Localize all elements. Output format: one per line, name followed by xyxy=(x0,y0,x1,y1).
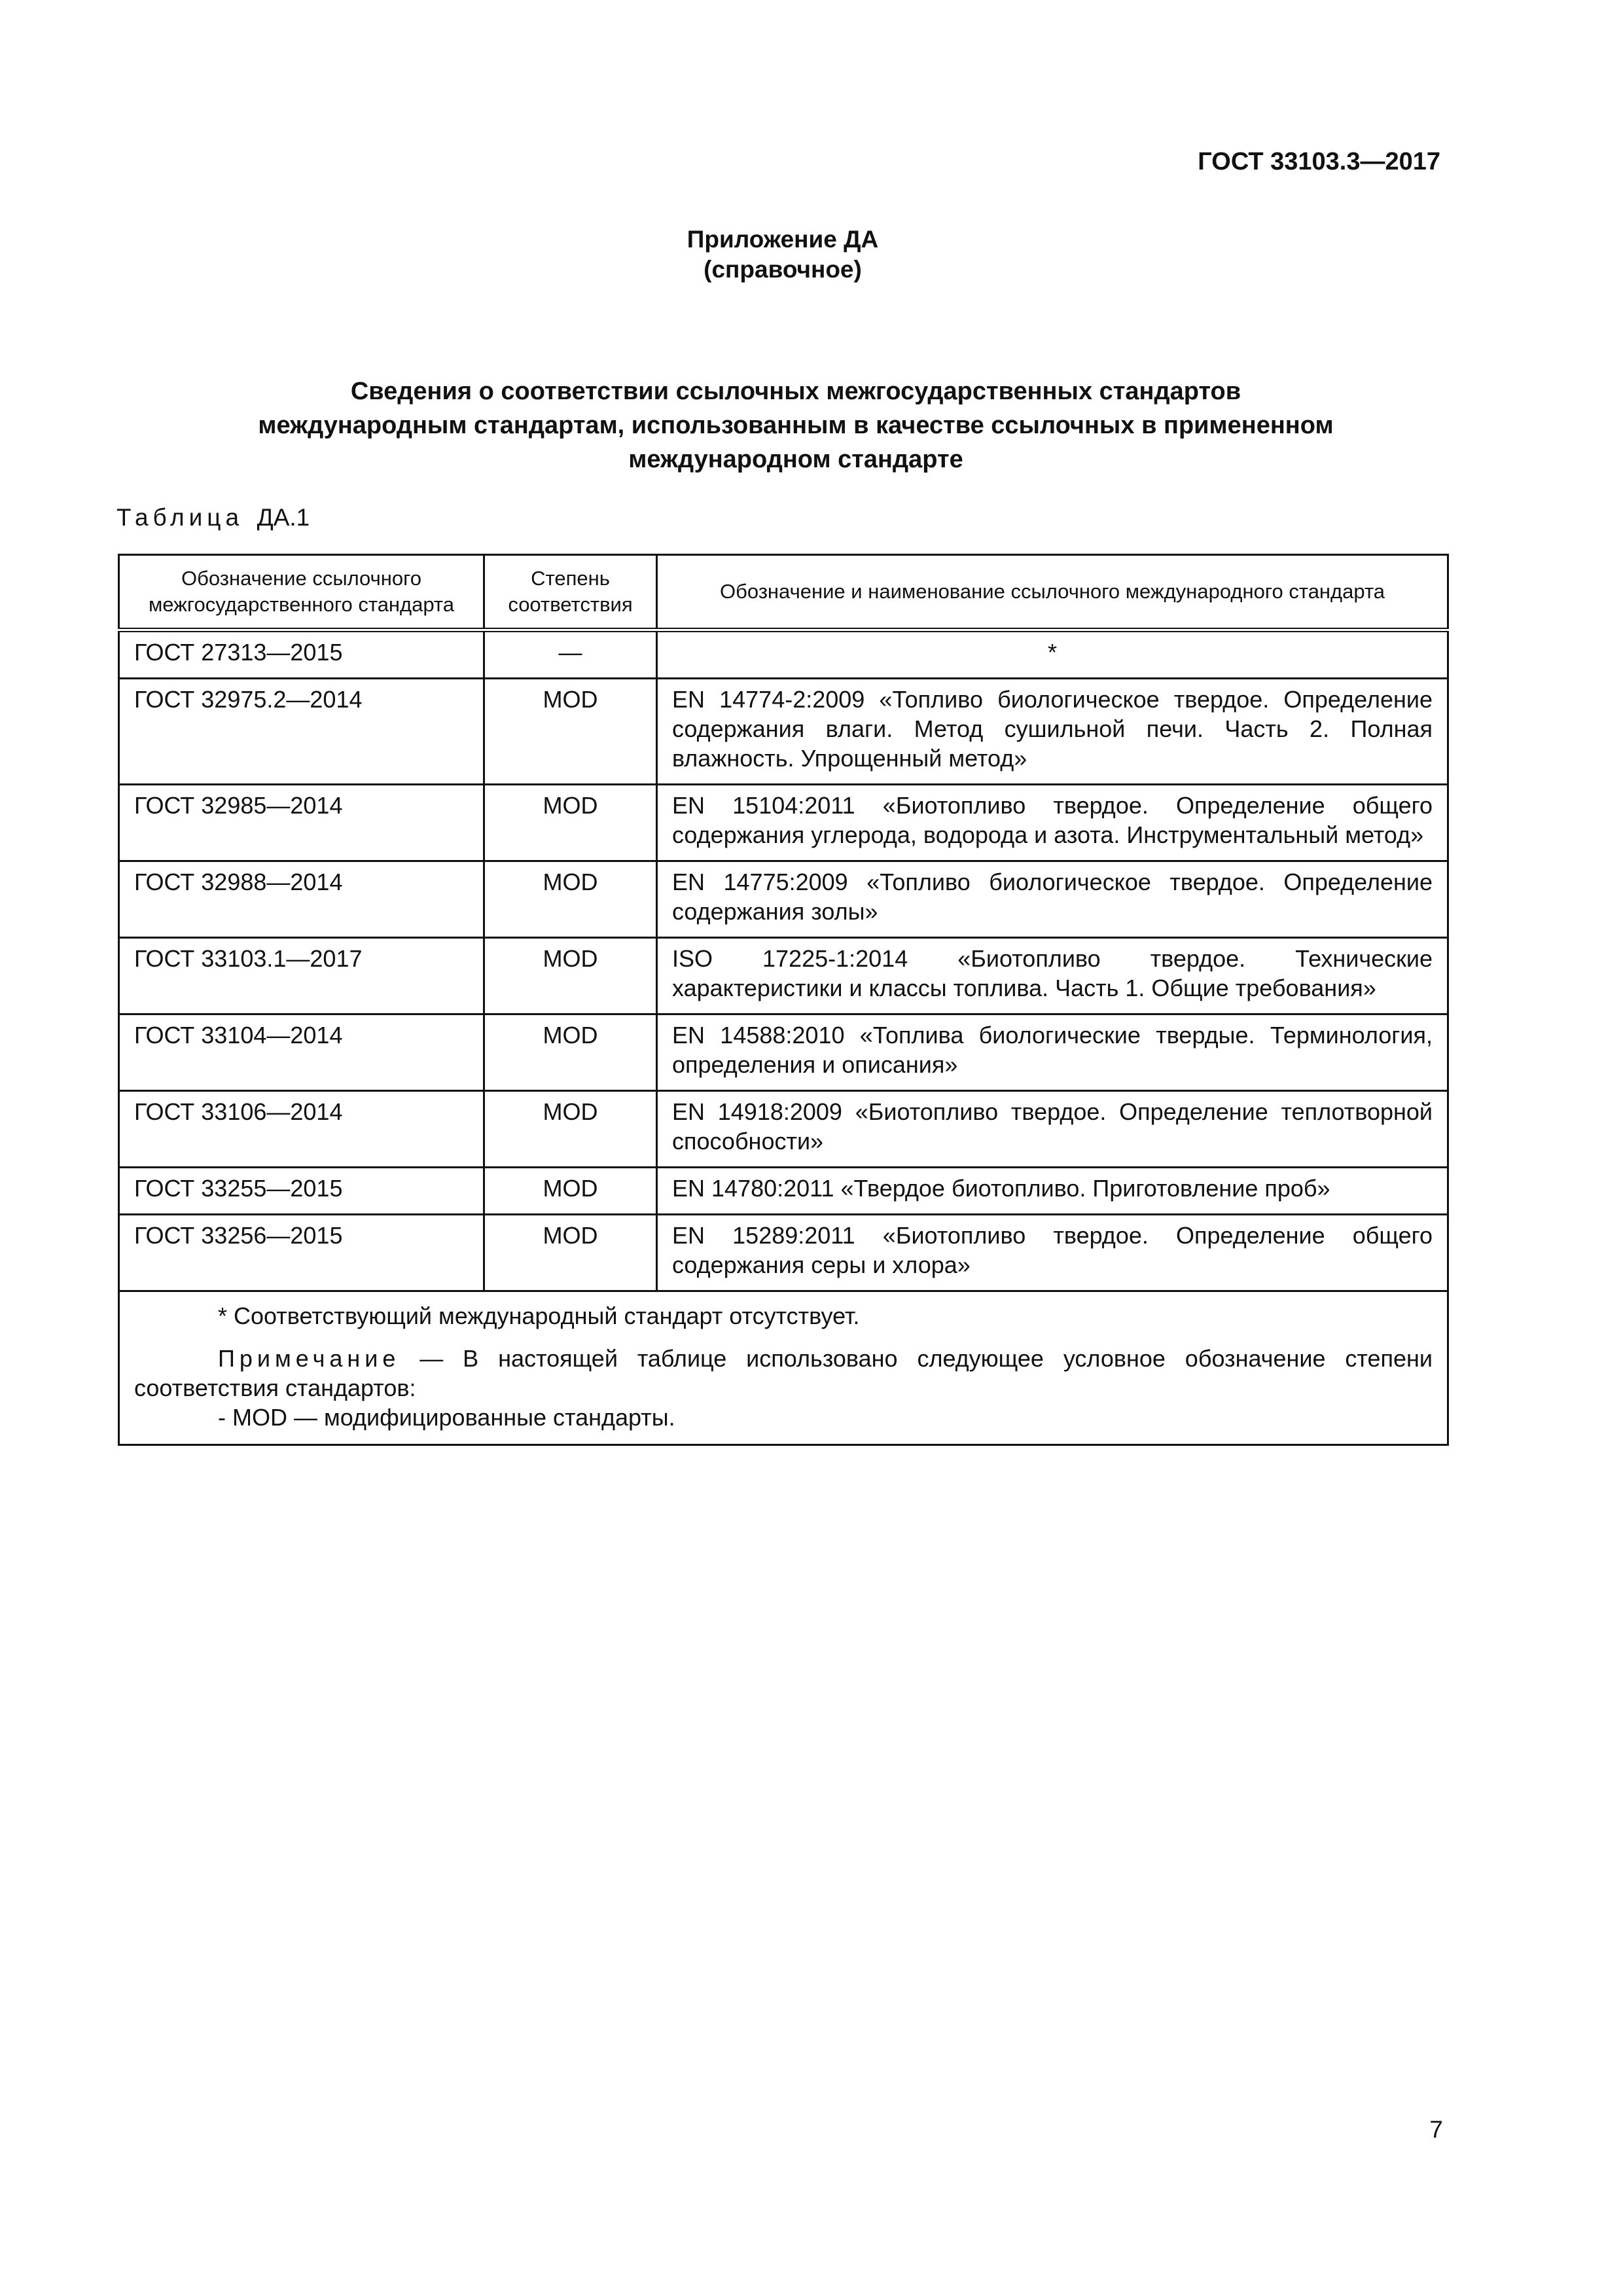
table-row xyxy=(119,630,1448,679)
table-header-row xyxy=(119,555,1448,630)
annex-heading xyxy=(0,224,1565,285)
table-row xyxy=(119,861,1448,938)
cell-gost: ГОСТ 33256—2015 xyxy=(119,1215,484,1291)
cell-gost: ГОСТ 32985—2014 xyxy=(119,785,484,861)
cell-international: EN 15289:2011 «Биотопливо твердое. Определение общего содержания серы и хлора» xyxy=(657,1215,1448,1291)
cell-degree: MOD xyxy=(484,1168,657,1215)
cell-degree: MOD xyxy=(484,1215,657,1291)
table-row xyxy=(119,938,1448,1014)
annex-title: Приложение ДА xyxy=(687,226,879,253)
note-label: Примечание xyxy=(218,1345,401,1372)
cell-international: * xyxy=(657,630,1448,679)
header-international-standard: Обозначение и наименование ссылочного международного стандарта xyxy=(657,555,1448,630)
cell-international: EN 14774-2:2009 «Топливо биологическое твердое. Определение содержания влаги. Метод сушильной печи. Часть 2. Полная влажность. Упрощенный метод» xyxy=(657,679,1448,785)
cell-international: EN 14918:2009 «Биотопливо твердое. Определение теплотворной способности» xyxy=(657,1091,1448,1168)
table-caption-word: Таблица xyxy=(116,504,244,531)
table-note xyxy=(134,1344,1433,1403)
table-notes-row xyxy=(119,1291,1448,1445)
annex-type: (справочное) xyxy=(704,256,862,283)
cell-degree: MOD xyxy=(484,679,657,785)
cell-international: EN 14775:2009 «Топливо биологическое твердое. Определение содержания золы» xyxy=(657,861,1448,938)
table-notes xyxy=(119,1291,1448,1445)
cell-degree: MOD xyxy=(484,785,657,861)
table-row xyxy=(119,1215,1448,1291)
cell-international: EN 14588:2010 «Топлива биологические твердые. Терминология, определения и описания» xyxy=(657,1014,1448,1091)
note-text: — В настоящей таблице использовано следующее условное обозначение степени соответствия стандартов: xyxy=(134,1345,1433,1401)
cell-gost: ГОСТ 33103.1—2017 xyxy=(119,938,484,1014)
cell-gost: ГОСТ 33106—2014 xyxy=(119,1091,484,1168)
cell-gost: ГОСТ 32988—2014 xyxy=(119,861,484,938)
cell-gost: ГОСТ 27313—2015 xyxy=(119,630,484,679)
correspondence-table xyxy=(118,554,1449,1446)
document-code: ГОСТ 33103.3—2017 xyxy=(1198,148,1440,175)
section-title-line-2: международным стандартам, использованным в качестве ссылочных в примененном xyxy=(258,412,1334,439)
cell-degree: MOD xyxy=(484,1014,657,1091)
section-title-line-1: Сведения о соответствии ссылочных межгосударственных стандартов xyxy=(350,378,1241,405)
page-number: 7 xyxy=(1429,2116,1443,2143)
table-caption xyxy=(116,504,310,531)
cell-international: EN 15104:2011 «Биотопливо твердое. Определение общего содержания углерода, водорода и азота. Инструментальный метод» xyxy=(657,785,1448,861)
table-footnote: * Соответствующий международный стандарт отсутствует. xyxy=(218,1302,860,1329)
table-caption-number: ДА.1 xyxy=(257,504,310,531)
cell-international: EN 14780:2011 «Твердое биотопливо. Приготовление проб» xyxy=(657,1168,1448,1215)
table-row xyxy=(119,1168,1448,1215)
cell-gost: ГОСТ 32975.2—2014 xyxy=(119,679,484,785)
cell-degree: MOD xyxy=(484,1091,657,1168)
table-row xyxy=(119,785,1448,861)
table-row xyxy=(119,1091,1448,1168)
cell-degree: MOD xyxy=(484,861,657,938)
table-row xyxy=(119,679,1448,785)
note-item: - MOD — модифицированные стандарты. xyxy=(218,1404,675,1431)
cell-international: ISO 17225-1:2014 «Биотопливо твердое. Технические характеристики и классы топлива. Часть 1. Общие требования» xyxy=(657,938,1448,1014)
header-interstate-standard: Обозначение ссылочного межгосударственного стандарта xyxy=(119,555,484,630)
cell-degree: — xyxy=(484,630,657,679)
cell-gost: ГОСТ 33104—2014 xyxy=(119,1014,484,1091)
section-title xyxy=(151,374,1441,476)
header-degree: Степень соответствия xyxy=(484,555,657,630)
cell-degree: MOD xyxy=(484,938,657,1014)
section-title-line-3: международном стандарте xyxy=(628,446,963,473)
cell-gost: ГОСТ 33255—2015 xyxy=(119,1168,484,1215)
table-row xyxy=(119,1014,1448,1091)
